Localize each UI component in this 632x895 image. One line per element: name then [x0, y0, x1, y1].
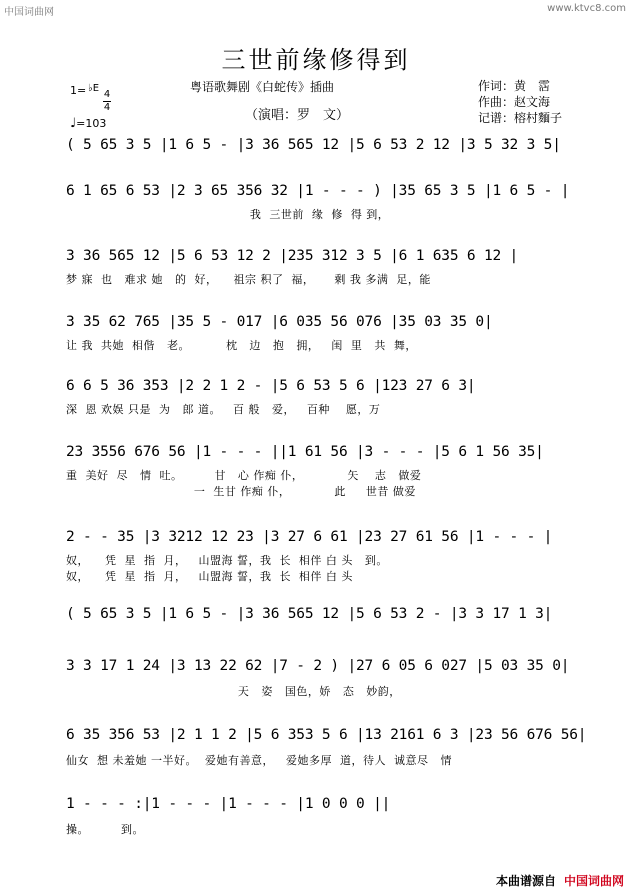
lyric-line-7a: 奴， 凭 星 指 月， 山盟海 誓，我 长 相伴 白 头 到。 — [66, 554, 388, 567]
watermark-right: www.ktvc8.com — [547, 3, 626, 14]
time-denominator: 4 — [103, 102, 111, 113]
notation-line-7: 2 - - 35 |3 3212 12 23 |3 27 6 61 |23 27 61 56 |1 - - - | — [66, 529, 553, 545]
tempo-value: =103 — [76, 117, 107, 130]
lyric-line-6a: 重 美好 尽 情 吐。 甘 心 作痴 仆， 矢 志 做爱 — [66, 469, 422, 482]
lyric-line-11: 操。 到。 — [66, 823, 144, 836]
notation-line-4: 3 35 62 765 |35 5 - 017 |6 035 56 076 |35 03 35 0| — [66, 314, 493, 330]
time-signature — [103, 90, 111, 113]
lyric-line-4: 让 我 共她 相偕 老。 枕 边 抱 拥， 闺 里 共 舞， — [66, 339, 417, 352]
key-flat: ♭E — [88, 83, 100, 94]
notation-line-1: ( 5 65 3 5 |1 6 5 - |3 36 565 12 |5 6 53 2 12 |3 5 32 3 5| — [66, 137, 561, 153]
credits — [478, 78, 562, 126]
lyric-line-6b: 一 生甘 作痴 仆， 此 世昔 做爱 — [66, 485, 416, 498]
watermark-left: 中国词曲网 — [4, 7, 54, 18]
lyric-line-9: 天 姿 国色，娇 态 妙韵， — [66, 685, 401, 698]
performer: （演唱：罗 文） — [245, 108, 350, 123]
transcriber-credit: 记谱：榕村麵子 — [478, 111, 563, 125]
song-subtitle: 粤语歌舞剧《白蛇传》插曲 — [190, 80, 335, 94]
footer — [496, 872, 624, 889]
lyric-line-10: 仙女 想 未羞她 一半好。 爱她有善意， 爱她多厚 道，待人 诚意尽 情 — [66, 754, 452, 767]
notation-line-5: 6 6 5 36 353 |2 2 1 2 - |5 6 53 5 6 |123 27 6 3| — [66, 378, 476, 394]
time-numerator: 4 — [103, 89, 111, 100]
notation-line-11: 1 - - - :|1 - - - |1 - - - |1 0 0 0 || — [66, 796, 391, 812]
key-signature — [88, 84, 99, 94]
quarter-note-icon: ♩ — [70, 116, 77, 131]
notation-line-10: 6 35 356 53 |2 1 1 2 |5 6 353 5 6 |13 2161 6 3 |23 56 676 56| — [66, 727, 587, 743]
lyric-line-7b: 奴， 凭 星 指 月， 山盟海 誓，我 长 相伴 白 头 — [66, 570, 353, 583]
lyric-line-2: 我 三世前 缘 修 得 到， — [66, 208, 390, 221]
footer-site-link[interactable]: 中国词曲网 — [563, 874, 624, 888]
notation-line-9: 3 3 17 1 24 |3 13 22 62 |7 - 2 ) |27 6 05 6 027 |5 03 35 0| — [66, 658, 570, 674]
song-title: 三世前缘修得到 — [221, 46, 411, 74]
notation-line-3: 3 36 565 12 |5 6 53 12 2 |235 312 3 5 |6 1 635 6 12 | — [66, 248, 519, 264]
lyric-line-5: 深 恩 欢娱 只是 为 郎 道。 百 般 爱， 百种 愿，万 — [66, 403, 381, 416]
lyric-line-3: 梦 寐 也 难求 她 的 好， 祖宗 积了 福， 剩 我 多满 足，能 — [66, 273, 431, 286]
notation-line-8: ( 5 65 3 5 |1 6 5 - |3 36 565 12 |5 6 53 2 - |3 3 17 1 3| — [66, 606, 553, 622]
notation-line-6: 23 3556 676 56 |1 - - - ||1 61 56 |3 - - - |5 6 1 56 35| — [66, 444, 544, 460]
composer-credit: 作曲：赵文海 — [478, 95, 551, 109]
key-label: 1= — [70, 84, 87, 97]
notation-line-2: 6 1 65 6 53 |2 3 65 356 32 |1 - - - ) |35 65 3 5 |1 6 5 - | — [66, 183, 570, 199]
footer-source: 本曲谱源自 — [495, 874, 556, 888]
lyricist-credit: 作词：黄 霑 — [478, 79, 551, 93]
tempo — [70, 116, 106, 131]
